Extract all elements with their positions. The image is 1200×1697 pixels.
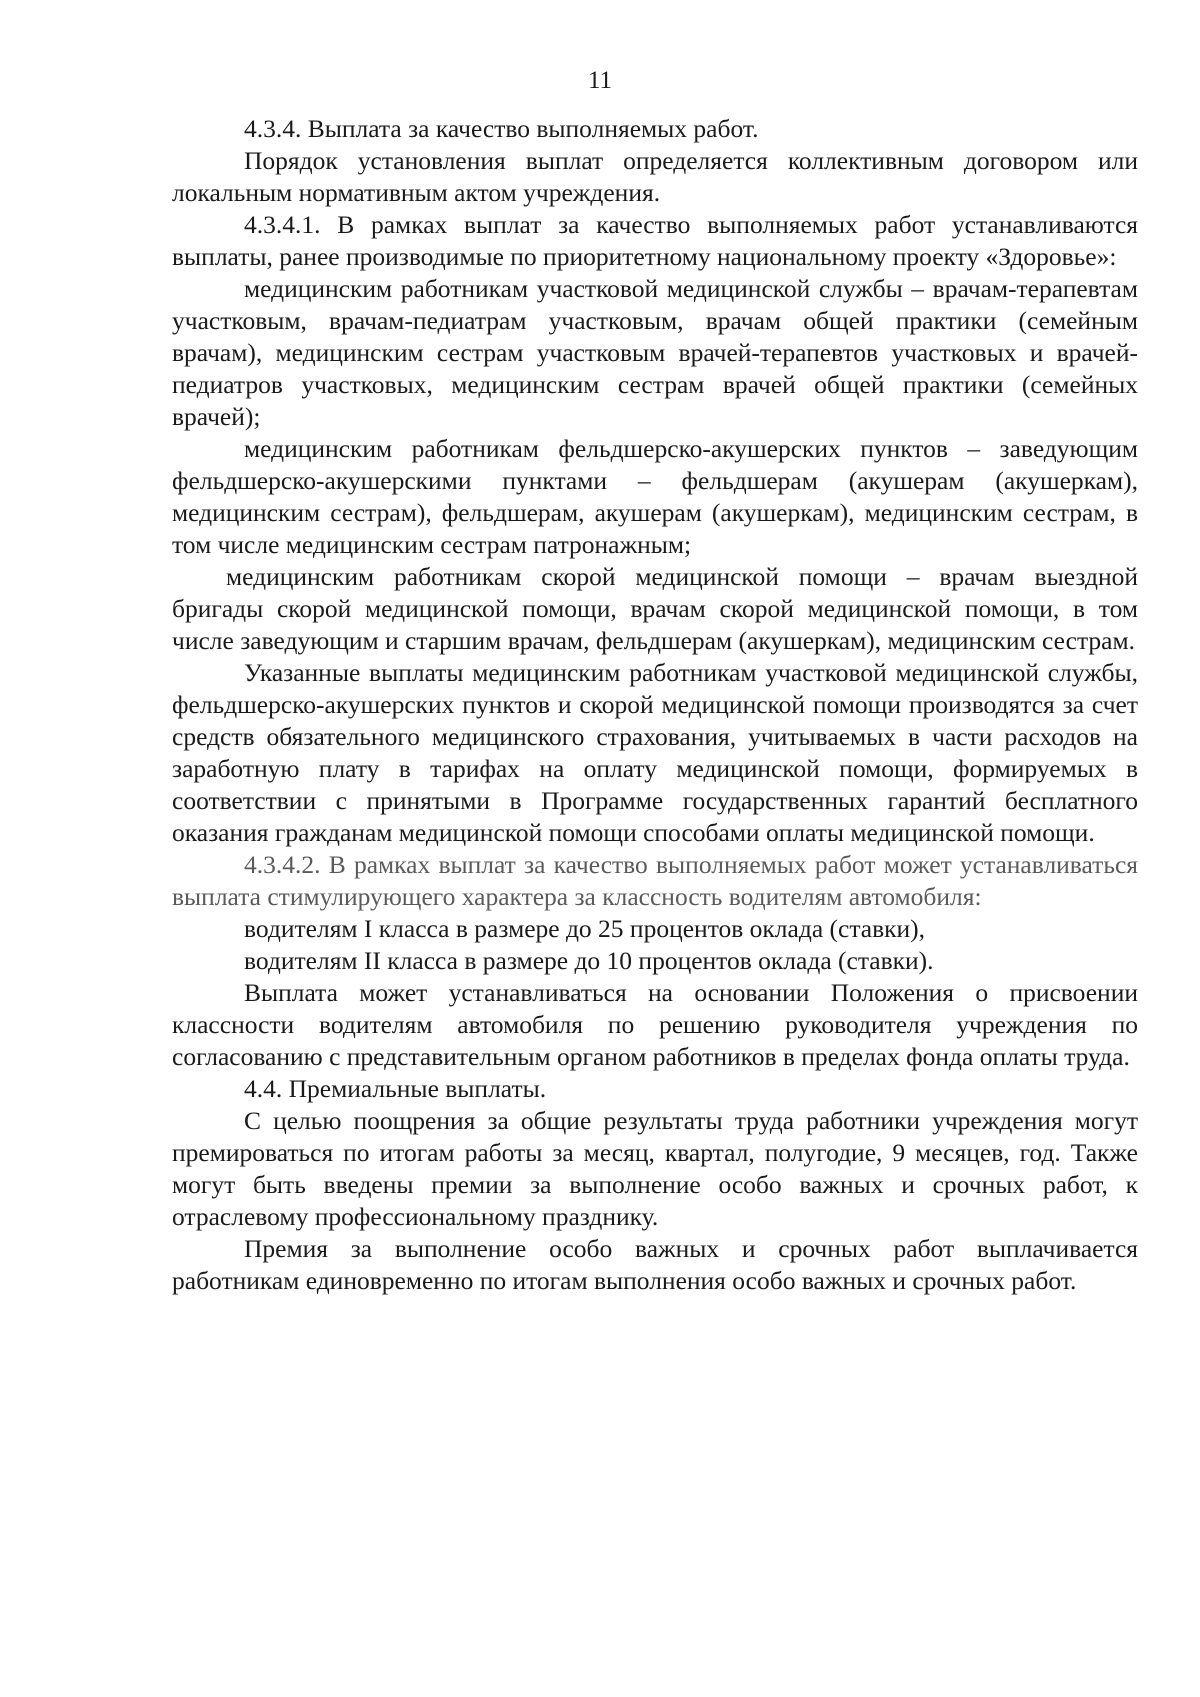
paragraph-bonus-purpose: С целью поощрения за общие результаты труда работники учреждения могут премироваться по итогам работы за месяц, квартал, полугодие, 9 месяцев, год. Также могут быть введены премии за выполнение особо важных и срочных работ, к отраслевому профессиональному празднику. bbox=[172, 1106, 1138, 1231]
section-heading-4-4: 4.4. Премиальные выплаты. bbox=[244, 1074, 547, 1103]
list-item-driver-class-2: водителям II класса в размере до 10 процентов оклада (ставки). bbox=[244, 946, 934, 975]
list-item-ambulance: медицинским работникам скорой медицинской помощи – врачам выездной бригады скорой медицинской помощи, врачам скорой медицинской помощи, в том числе заведующим и старшим врачам, фельдшерам (акушеркам), медицинским сестрам. bbox=[172, 562, 1138, 655]
list-item-driver-class-1: водителям I класса в размере до 25 процентов оклада (ставки), bbox=[244, 914, 926, 943]
paragraph-driver-regulation: Выплата может устанавливаться на основании Положения о присвоении классности водителям автомобиля по решению руководителя учреждения по согласованию с представительным органом работников в пределах фонда оплаты труда. bbox=[172, 978, 1138, 1071]
document-body bbox=[172, 113, 1138, 1297]
clause-4-3-4-2: 4.3.4.2. В рамках выплат за качество выполняемых работ может устанавливаться выплата стимулирующего характера за классность водителям автомобиля: bbox=[172, 850, 1138, 911]
paragraph-urgent-bonus: Премия за выполнение особо важных и срочных работ выплачивается работникам единовременно по итогам выполнения особо важных и срочных работ. bbox=[172, 1234, 1138, 1295]
clause-4-3-4-1: 4.3.4.1. В рамках выплат за качество выполняемых работ устанавливаются выплаты, ранее производимые по приоритетному национальному проекту «Здоровье»: bbox=[172, 210, 1138, 271]
section-heading-4-3-4: 4.3.4. Выплата за качество выполняемых работ. bbox=[244, 114, 759, 143]
page-number: 11 bbox=[587, 67, 613, 94]
paragraph-funding: Указанные выплаты медицинским работникам участковой медицинской службы, фельдшерско-акушерских пунктов и скорой медицинской помощи производятся за счет средств обязательного медицинского страхования, учитываемых в части расходов на заработную плату в тарифах на оплату медицинской помощи, формируемых в соответствии с принятыми в Программе государственных гарантий бесплатного оказания гражданам медицинской помощи способами оплаты медицинской помощи. bbox=[172, 658, 1138, 847]
list-item-feldsher-points: медицинским работникам фельдшерско-акушерских пунктов – заведующим фельдшерско-акушерскими пунктами – фельдшерам (акушерам (акушеркам), медицинским сестрам), фельдшерам, акушерам (акушеркам), медицинским сестрам, в том числе медицинским сестрам патронажным; bbox=[172, 434, 1138, 559]
list-item-district-service: медицинским работникам участковой медицинской службы – врачам-терапевтам участковым, врачам-педиатрам участковым, врачам общей практики (семейным врачам), медицинским сестрам участковым врачей-терапевтов участковых и врачей-педиатров участковых, медицинским сестрам врачей общей практики (семейных врачей); bbox=[172, 274, 1138, 431]
paragraph-order: Порядок установления выплат определяется коллективным договором или локальным нормативным актом учреждения. bbox=[172, 146, 1138, 207]
